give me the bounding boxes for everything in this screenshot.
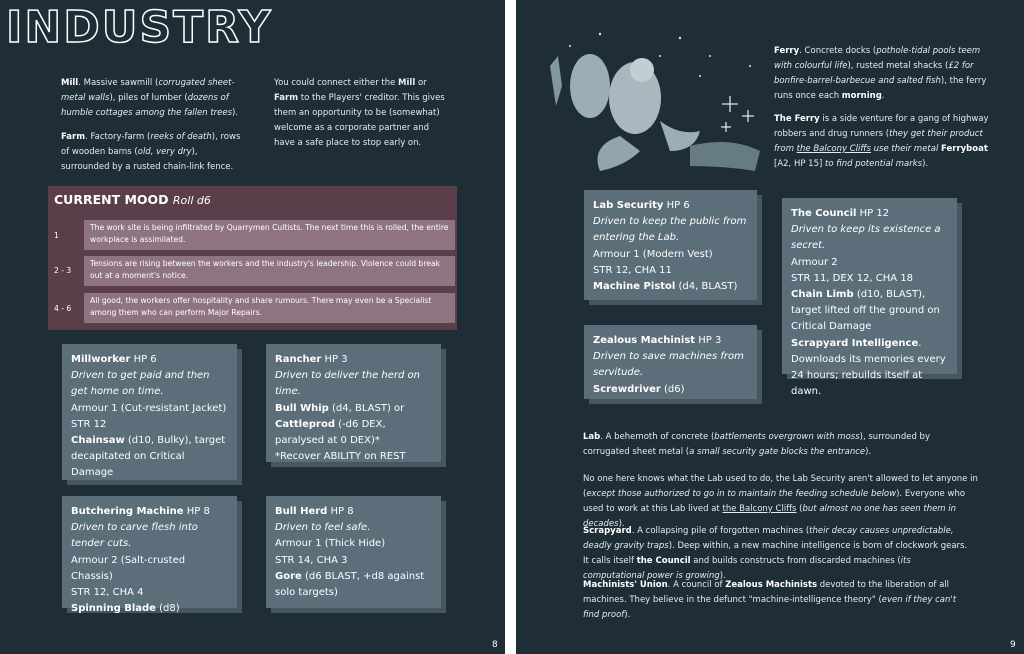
mood-row-1: The work site is being infiltrated by Quarrymen Cultists. The next time this is rolled, the entire workplace is assimilated. — [84, 220, 455, 250]
page-title: INDUSTRY — [6, 2, 273, 53]
mill-paragraph: Mill. Massive sawmill (corrugated sheet-metal walls), piles of lumber (dozens of humble cottages among the fallen trees). — [61, 78, 239, 118]
right-page — [516, 0, 1024, 654]
balcony-cliffs-link-2[interactable]: the Balcony Cliffs — [722, 503, 797, 514]
zealous-machinist-card: Zealous Machinist HP 3 Driven to save machines from servitude. Screwdriver (d6) — [584, 325, 757, 399]
balcony-cliffs-link[interactable]: the Balcony Cliffs — [796, 143, 871, 154]
mood-row-3: All good, the workers offer hospitality and share rumours. There may even be a Specialist among them who can perform Major Repairs. — [84, 293, 455, 323]
scrapyard-paragraph: Scrapyard. A collapsing pile of forgotten machines (their decay causes unpredictable, deadly gravity traps). Deep within, a new machine intelligence is born of clockwork gears. It calls itself the Council and builds constructs from discarded machines (its computational power is growing). — [583, 526, 968, 581]
machinists-union-paragraph: Machinists' Union. A council of Zealous Machinists devoted to the liberation of all machines. They believe in the defunct "machine-intelligence theory" (even if they can't find proof). — [583, 580, 957, 620]
mood-roll-3: 4 - 6 — [54, 304, 72, 313]
bull-herd-card: Bull Herd HP 8 Driven to feel safe. Armour 1 (Thick Hide) STR 14, CHA 3 Gore (d6 BLAST, +d8 against solo targets) — [266, 496, 441, 608]
connect-paragraph: You could connect either the Mill or Farm to the Players' creditor. This gives them an opportunity to be (somewhat) welcome as a corporate partner and have a safe place to stop early on. — [274, 78, 445, 148]
no-one-paragraph: No one here knows what the Lab used to do, the Lab Security aren't allowed to let anyone in (except those authorized to go in to maintain the feeding schedule below). Everyone who used to work at this Lab lived at the Balcony Cliffs (but almost no one has seen them in decades). — [583, 474, 978, 529]
sea-creature-illustration — [540, 26, 770, 178]
rancher-card: Rancher HP 3 Driven to deliver the herd on time. Bull Whip (d4, BLAST) or Cattleprod (-d6 DEX, paralysed at 0 DEX)* *Recover ABILITY on REST — [266, 344, 441, 462]
the-ferry-paragraph: The Ferry is a side venture for a gang of highway robbers and drug runners (they get their product from the Balcony Cliffs use their metal Ferryboat [A2, HP 15] to find potential marks). — [774, 114, 989, 169]
current-mood-table — [48, 186, 457, 330]
page-number-right: 9 — [1010, 640, 1016, 650]
page-number: 8 — [492, 640, 498, 650]
mood-title: CURRENT MOOD Roll d6 — [54, 192, 211, 207]
farm-paragraph: Farm. Factory-farm (reeks of death), rows of wooden barns (old, very dry), surrounded by a rusted chain-link fence. — [61, 132, 241, 172]
council-card: The Council HP 12 Driven to keep its existence a secret. Armour 2 STR 11, DEX 12, CHA 18 Chain Limb (d10, BLAST), target lifted off the ground on Critical Damage Scrapyard Intelligence. Downloads its memories every 24 hours; rebuilds itself at dawn. — [782, 198, 957, 374]
left-page — [0, 0, 505, 654]
lab-security-card: Lab Security HP 6 Driven to keep the public from entering the Lab. Armour 1 (Modern Vest) STR 12, CHA 11 Machine Pistol (d4, BLAST) — [584, 190, 757, 300]
lab-paragraph: Lab. A behemoth of concrete (battlements overgrown with moss), surrounded by corrugated sheet metal (a small security gate blocks the entrance). — [583, 432, 930, 457]
ferry-paragraph: Ferry. Concrete docks (pothole-tidal pools teem with colourful life), rusted metal shacks (£2 for bonfire-barrel-barbecue and salted fish), the ferry runs once each morning. — [774, 46, 987, 101]
butchering-machine-card: Butchering Machine HP 8 Driven to carve flesh into tender cuts. Armour 2 (Salt-crusted Chassis) STR 12, CHA 4 Spinning Blade (d8) — [62, 496, 237, 608]
mood-roll-2: 2 - 3 — [54, 266, 72, 275]
mood-roll-1: 1 — [54, 231, 59, 240]
millworker-card: Millworker HP 6 Driven to get paid and then get home on time. Armour 1 (Cut-resistant Jacket) STR 12 Chainsaw (d10, Bulky), target decapitated on Critical Damage — [62, 344, 237, 480]
mood-row-2: Tensions are rising between the workers and the industry's leadership. Violence could break out at a moment's notice. — [84, 256, 455, 286]
